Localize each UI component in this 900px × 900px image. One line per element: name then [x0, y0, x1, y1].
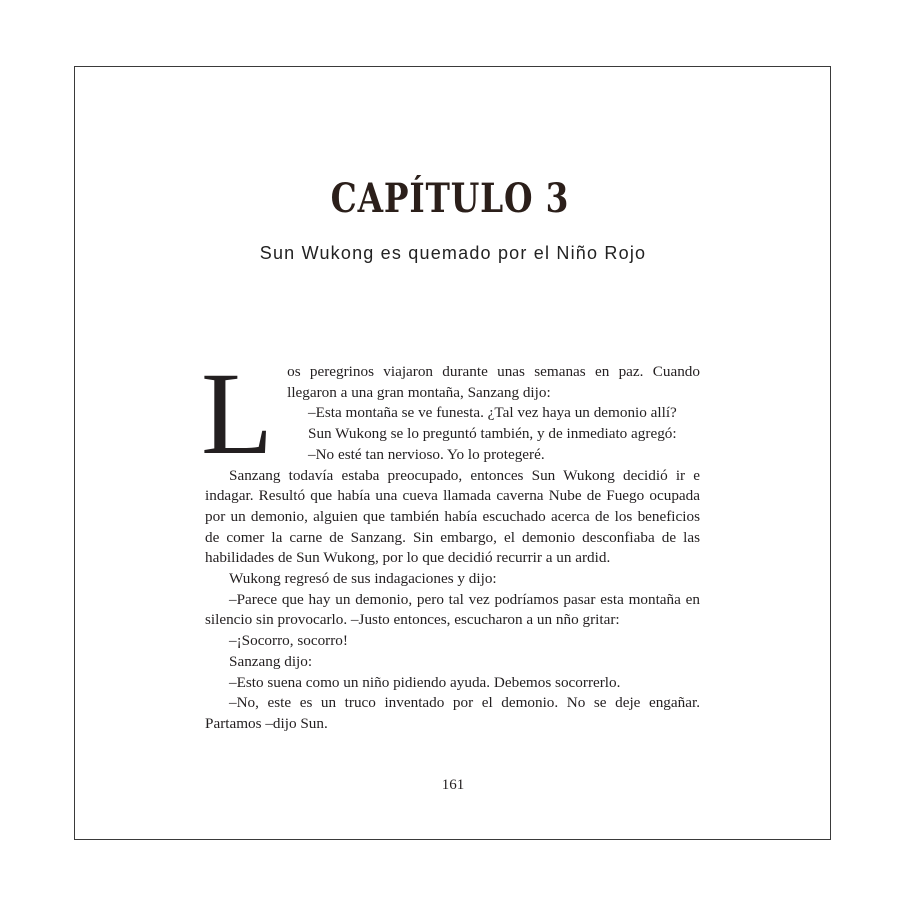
paragraph: –No esté tan nervioso. Yo lo protegeré.	[308, 445, 545, 463]
paragraph: os peregrinos viajaron durante unas semanas en paz. Cuando llegaron a una gran montaña, Sanzang dijo:	[287, 363, 700, 401]
paragraph: –¡Socorro, socorro!	[229, 632, 348, 650]
paragraph: –No, este es un truco inventado por el demonio. No se deje engañar. Partamos –dijo Sun.	[205, 694, 700, 732]
paragraph: Sun Wukong se lo preguntó también, y de inmediato agregó:	[308, 425, 677, 443]
paragraph: –Esto suena como un niño pidiendo ayuda. Debemos socorrerlo.	[229, 673, 621, 691]
body-text	[201, 348, 700, 735]
paragraph: Wukong regresó de sus indagaciones y dijo:	[229, 570, 497, 588]
page-number: 161	[441, 777, 465, 793]
paragraph: Sanzang dijo:	[229, 652, 313, 670]
chapter-title: CAPÍTULO 3	[330, 175, 570, 222]
paragraph: –Parece que hay un demonio, pero tal vez podríamos pasar esta montaña en silencio sin provocarlo. –Justo entonces, escucharon a un nño gritar:	[205, 590, 700, 629]
chapter-subtitle: Sun Wukong es quemado por el Niño Rojo	[259, 243, 647, 263]
drop-cap: L	[201, 348, 274, 479]
paragraph: Sanzang todavía estaba preocupado, entonces Sun Wukong decidió ir e indagar. Resultó que había una cueva llamada caverna Nube de Fuego ocupada por un demonio, alguien que también había escuchado acerca de los beneficios de comer la carne de Sanzang. Sin embargo, el demonio desconfiaba de las habilidades de Sun Wukong, por lo que decidió recurrir a un ardid.	[205, 466, 700, 567]
paragraph: –Esta montaña se ve funesta. ¿Tal vez haya un demonio allí?	[308, 404, 677, 422]
